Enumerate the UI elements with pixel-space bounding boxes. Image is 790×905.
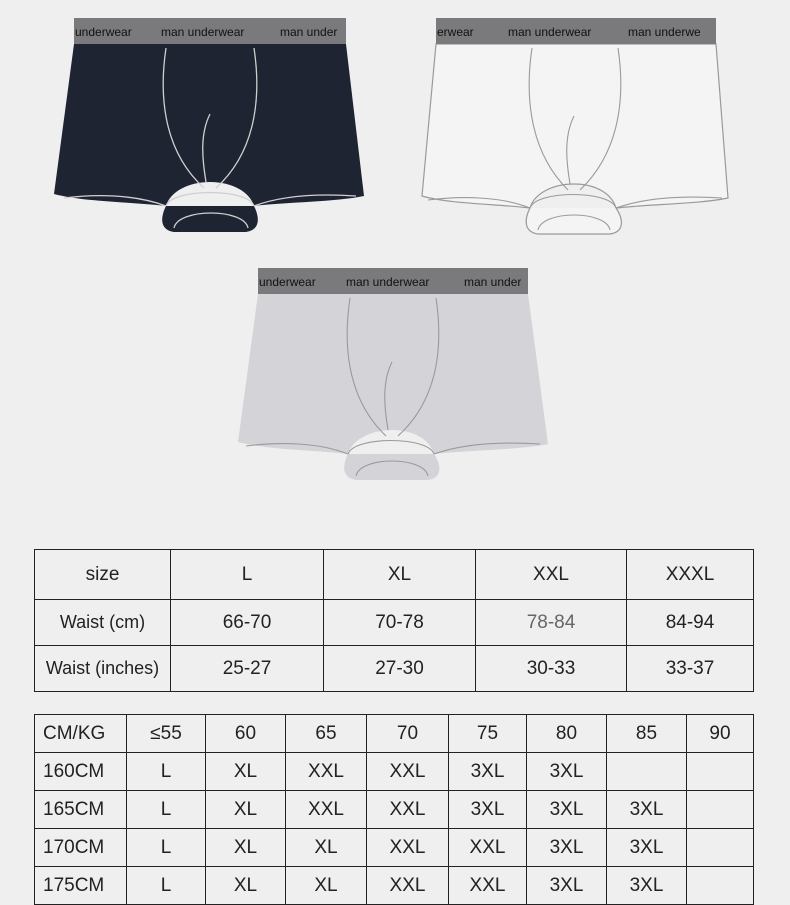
band-text: man under [464,275,522,289]
fit-cell: XXL [286,791,367,829]
product-image-white [420,18,732,236]
size-table-row [35,600,754,646]
fit-cell: 3XL [527,753,607,791]
band-text: underwear [75,25,132,39]
band-text: man under [280,25,338,39]
fit-cell: XL [206,829,286,867]
fit-table-row [35,867,754,905]
fit-cell: XL [206,867,286,905]
size-table-row [35,646,754,692]
size-cell: 30-33 [476,646,627,692]
size-cell: 27-30 [324,646,476,692]
height-weight-fit-table [34,714,754,905]
band-text: man underwear [508,25,592,39]
fit-cell: XL [206,791,286,829]
fit-header-cell: 80 [527,715,607,753]
grey-boxer-illustration [238,268,550,482]
size-header-cell: XXXL [627,550,754,600]
fit-cell [687,753,754,791]
fit-cell [607,753,687,791]
height-label: 165CM [35,791,127,829]
fit-cell: L [127,753,206,791]
fit-table-row [35,791,754,829]
size-cell: 78-84 [476,600,627,646]
size-cell: 25-27 [171,646,324,692]
fit-cell: XL [286,829,367,867]
fit-cell: XL [286,867,367,905]
fit-cell: XXL [449,867,527,905]
size-header-cell: L [171,550,324,600]
band-text: man underwe [628,25,701,39]
fit-header-cell: 65 [286,715,367,753]
fit-cell: 3XL [449,791,527,829]
size-header-cell: XL [324,550,476,600]
fit-header-cell: 85 [607,715,687,753]
band-text: underwear [259,275,316,289]
size-cell: 84-94 [627,600,754,646]
fit-cell: L [127,791,206,829]
fit-header-cell: 75 [449,715,527,753]
fit-cell: L [127,829,206,867]
product-image-navy [54,18,366,236]
size-header-cell: XXL [476,550,627,600]
fit-header-cell: 60 [206,715,286,753]
fit-header-cell: ≤55 [127,715,206,753]
fit-table-row [35,753,754,791]
size-cell: 66-70 [171,600,324,646]
height-label: 160CM [35,753,127,791]
band-text: man underwear [161,25,245,39]
fit-cell: XXL [367,829,449,867]
band-text: erwear [437,25,474,39]
fit-cell: XXL [286,753,367,791]
row-label: Waist (inches) [35,646,171,692]
size-cell: 70-78 [324,600,476,646]
fit-cell: 3XL [527,867,607,905]
fit-cell: L [127,867,206,905]
fit-cell: XXL [367,791,449,829]
size-cell: 33-37 [627,646,754,692]
fit-cell: 3XL [607,829,687,867]
waist-size-table [34,549,754,692]
fit-header-cell: 90 [687,715,754,753]
product-image-grey [238,268,550,482]
height-label: 175CM [35,867,127,905]
fit-cell [687,867,754,905]
fit-cell [687,791,754,829]
fit-table-row [35,829,754,867]
height-label: 170CM [35,829,127,867]
fit-table-header-row [35,715,754,753]
fit-cell: XXL [449,829,527,867]
fit-cell: 3XL [607,867,687,905]
fit-cell: XL [206,753,286,791]
fit-cell [687,829,754,867]
fit-cell: 3XL [607,791,687,829]
fit-cell: 3XL [527,791,607,829]
row-label: Waist (cm) [35,600,171,646]
fit-cell: 3XL [527,829,607,867]
size-table-header-row [35,550,754,600]
fit-cell: 3XL [449,753,527,791]
fit-cell: XXL [367,867,449,905]
band-text: man underwear [346,275,430,289]
navy-boxer-illustration [54,18,366,236]
fit-header-cell: CM/KG [35,715,127,753]
white-boxer-illustration [420,18,732,236]
fit-header-cell: 70 [367,715,449,753]
fit-cell: XXL [367,753,449,791]
size-header-cell: size [35,550,171,600]
